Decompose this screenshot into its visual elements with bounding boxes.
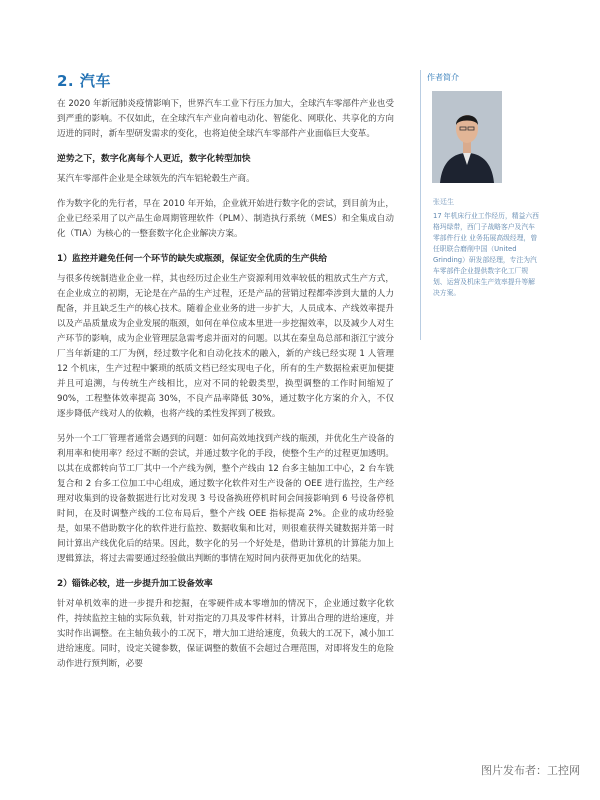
pioneer-paragraph: 作为数字化的先行者，早在 2010 年开始，企业就开始进行数字化的尝试，到目前为止，企业已经采用了以产品生命周期管理软件（PLM）、制造执行系统（MES）和全集成自动化（TIA）为核心的一整套数字化企业解决方案。 [57,199,394,239]
paragraph-1: 与很多传统制造业企业一样，其也经历过企业生产资源利用效率较低的粗放式生产方式，在企业成立的初期，无论是在产品的生产过程，还是产品的营销过程都牵涉到大量的人力配备，并且缺乏生产的核心技术。随着企业业务的进一步扩大，人员成本、产线效率提升以及产品质量成为企业发展的瓶颈，如何在单位成本里进一步挖掘效率，以及减少人对生产环节的影响，成为企业管理层急需考虑并面对的问题。以其在秦皇岛总部和浙江宁波分厂当年新建的工厂为例，经过数字化和自动化技术的融入，新的产线已经实现 1 人管理 12 个机床，生产过程中繁琐的纸质文档已经实现电子化，所有的生产数据检索更加便捷并且可追溯，与传统生产线相比，应对不同的轮毂类型，换型调整的工作时间缩短了 90%，工程整体效率提高 30%，不良产品率降低 30%，通过数字化方案的介入，不仅逐步降低产线对人的依赖，也将产线的柔性发挥到了极致。 [57,274,394,419]
paragraph-3: 针对单机效率的进一步提升和挖掘，在零硬件成本零增加的情况下，企业通过数字化软件，持续监控主轴的实际负载，针对指定的刀具及零件材料，计算出合理的进给速度，并实时作出调整。在主轴负载小的工况下，增大加工进给速度，负载大的工况下，减小加工进给速度。同时，设定关键参数，保证调整的数值不会超过合理范围，对即将发生的危险动作进行预判断，必要 [57,599,394,669]
article-body [57,70,394,682]
publisher-credit: 图片发布者：工控网 [481,764,580,777]
author-name: 张廷生 [433,198,454,206]
author-bio: 17 年机床行业工作经历，精益六西格玛绿带，西门子战略客户及汽车零部件行业 业务拓展高级经理，曾任职联合磨削中国（United Grinding）研发部经理，专注为汽车零部件企业提供数字化工厂规划、运营及机床生产效率提升等解决方案。 [433,212,539,297]
subheading-1: 1）监控并避免任何一个环节的缺失或瓶颈，保证安全优质的生产供给 [57,254,328,264]
subheading-2: 2）锱铢必较，进一步提升加工设备效率 [57,579,213,589]
author-photo [432,91,502,183]
author-sidebar [420,70,540,340]
company-paragraph: 某汽车零部件企业是全球领先的汽车铝轮毂生产商。 [57,174,255,184]
paragraph-2: 另外一个工厂管理者通常会遇到的问题：如何高效地找到产线的瓶颈，并优化生产设备的利用率和使用率？经过不断的尝试，并通过数字化的手段，使整个生产的过程更加透明。以其在成都转向节工厂其中一个产线为例，整个产线由 12 台多主轴加工中心，2 台车铣复合和 2 台多工位加工中心组成，通过数字化软件对生产设备的 OEE 进行监控，生产经理对收集到的设备数据进行比对发现 3 号设备换班停机时间会间接影响到 6 号设备停机时间，在及时调整产线的工位布局后，整个产线 OEE 指标提高 2%。企业的成功经验是，如果不借助数字化的软件进行监控、数据收集和比对，则很难获得关键数据并第一时间计算出产线优化后的结果。因此，数字化的另一个好处是，借助计算机的计算能力加上逻辑算法，将过去需要通过经验做出判断的事情在短时间内获得更加优化的结果。 [57,434,394,564]
author-portrait-icon [432,91,502,183]
heading-digital-transformation: 逆势之下，数字化离每个人更近，数字化转型加快 [57,154,251,164]
author-section-title: 作者简介 [427,73,459,82]
intro-paragraph: 在 2020 年新冠肺炎疫情影响下，世界汽车工业下行压力加大，全球汽车零部件产业也受到严重的影响。不仅如此，在全球汽车产业向着电动化、智能化、网联化、共享化的方向迈进的同时，新车型研发需求的变化，也将迫使全球汽车零部件产业面临巨大变革。 [57,99,394,139]
section-title: 2. 汽车 [57,72,111,90]
